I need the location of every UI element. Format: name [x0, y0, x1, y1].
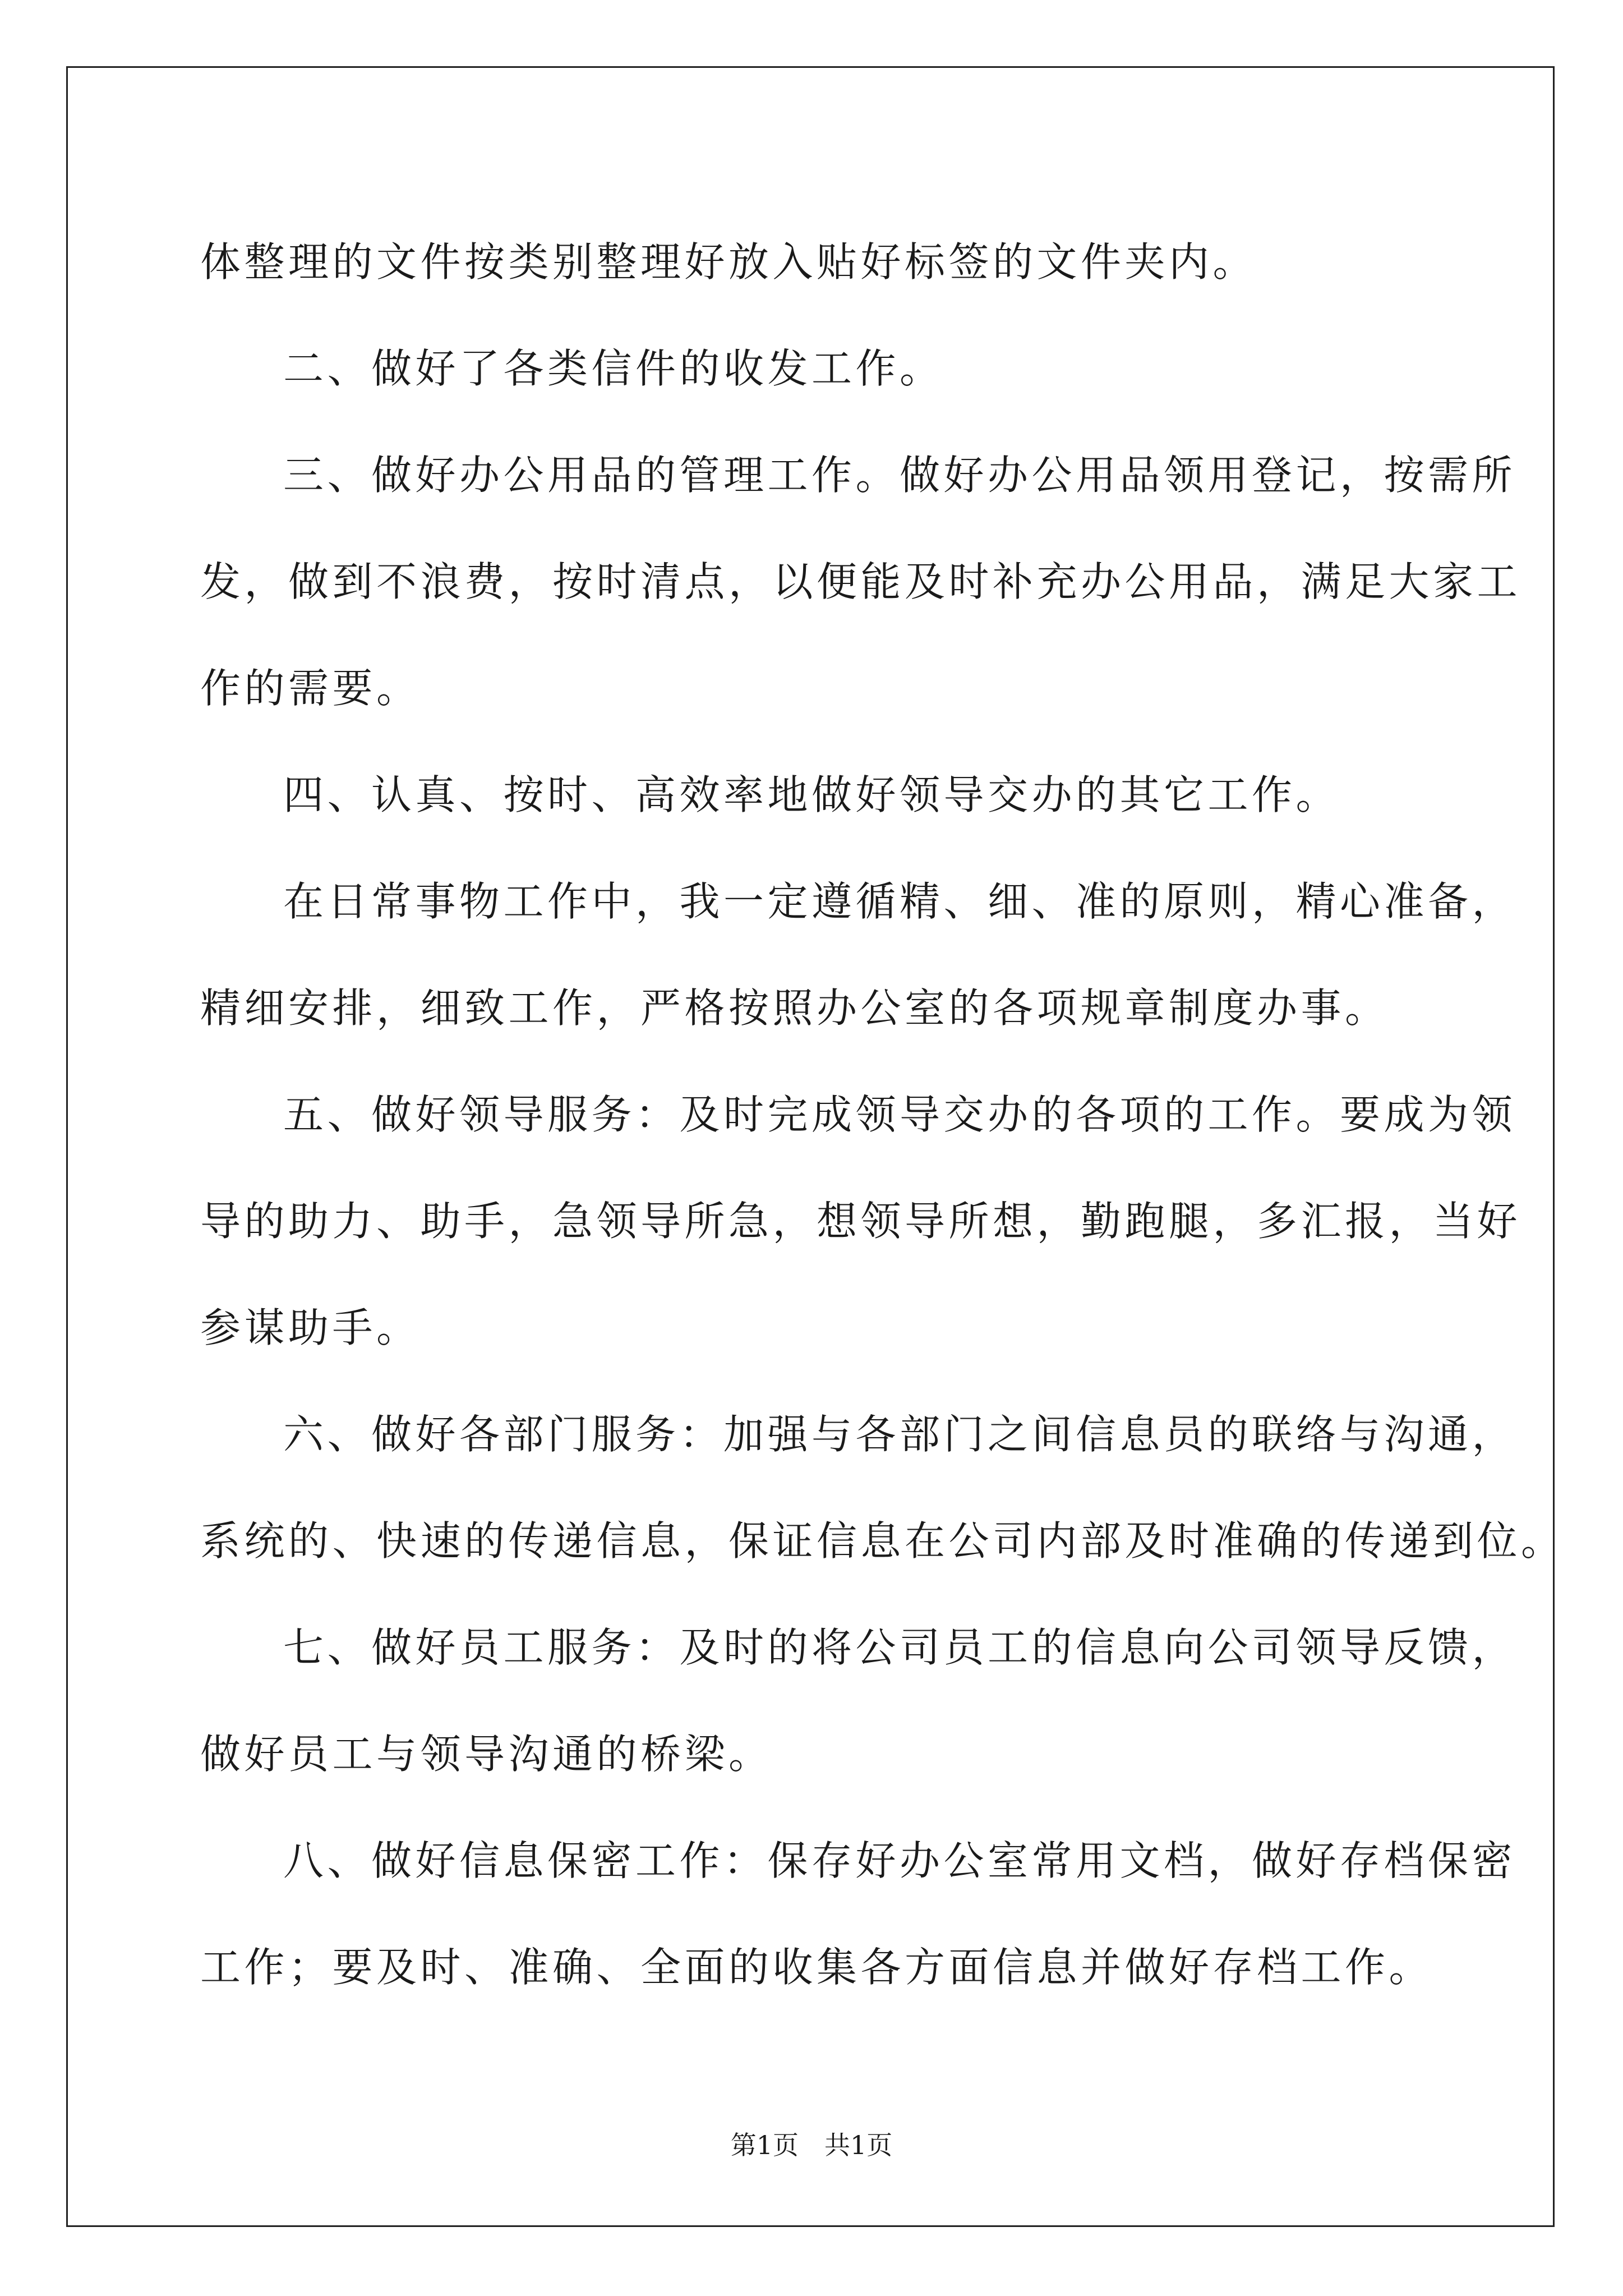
text-line: 做好员工与领导沟通的桥梁。	[200, 1731, 773, 1778]
text-line: 在日常事物工作中，我一定遵循精、细、准的原则，精心准备，	[283, 878, 1516, 925]
text-line: 四、认真、按时、高效率地做好领导交办的其它工作。	[283, 771, 1340, 818]
page-number-total: 共1页	[824, 2130, 893, 2160]
text-line: 六、做好各部门服务：加强与各部门之间信息员的联络与沟通，	[283, 1411, 1516, 1458]
page-footer	[0, 2128, 1623, 2162]
text-line: 五、做好领导服务：及时完成领导交办的各项的工作。要成为领	[283, 1091, 1516, 1138]
text-line: 八、做好信息保密工作：保存好办公室常用文档，做好存档保密	[283, 1837, 1516, 1884]
text-line: 参谋助手。	[200, 1304, 421, 1351]
text-line: 发，做到不浪费，按时清点，以便能及时补充办公用品，满足大家工	[200, 558, 1521, 605]
text-line: 精细安排，细致工作，严格按照办公室的各项规章制度办事。	[200, 984, 1389, 1032]
text-line: 作的需要。	[200, 665, 421, 712]
text-line: 体整理的文件按类别整理好放入贴好标签的文件夹内。	[200, 238, 1257, 286]
text-line: 导的助力、助手，急领导所急，想领导所想，勤跑腿，多汇报，当好	[200, 1198, 1521, 1245]
document-body	[200, 209, 1565, 2021]
text-line: 三、做好办公用品的管理工作。做好办公用品领用登记，按需所	[283, 452, 1516, 499]
text-line: 七、做好员工服务：及时的将公司员工的信息向公司领导反馈，	[283, 1624, 1516, 1671]
text-line: 工作；要及时、准确、全面的收集各方面信息并做好存档工作。	[200, 1944, 1433, 1991]
text-line: 二、做好了各类信件的收发工作。	[283, 345, 944, 392]
page-number-current: 第1页	[730, 2130, 799, 2160]
text-line: 系统的、快速的传递信息，保证信息在公司内部及时准确的传递到位。	[200, 1517, 1565, 1565]
